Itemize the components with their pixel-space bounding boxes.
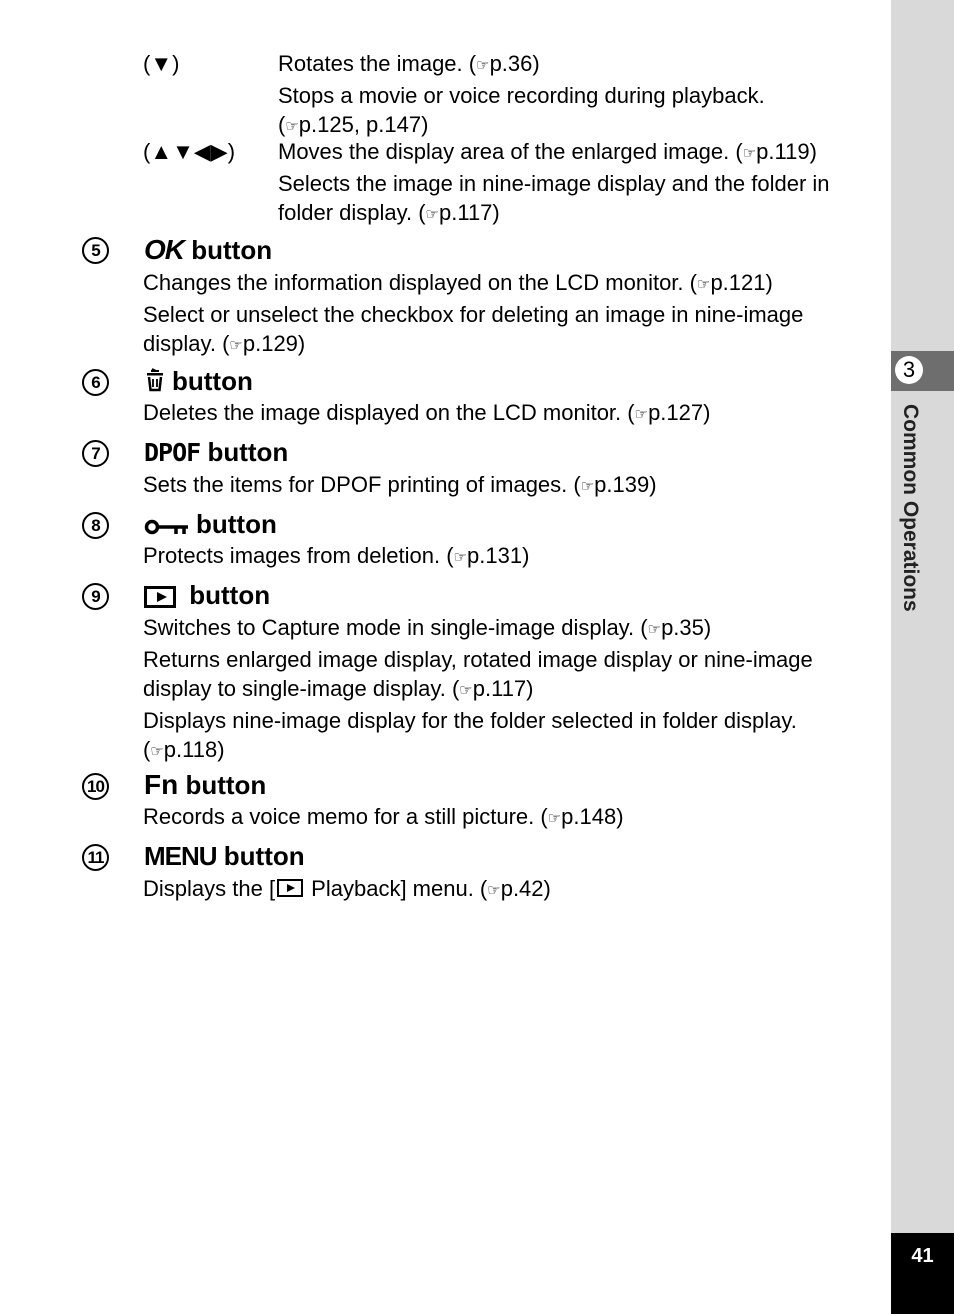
section-heading xyxy=(144,235,272,265)
section-number: 11 xyxy=(82,844,109,871)
description-line: (☞p.125, p.147) xyxy=(278,112,429,137)
page-number: 41 xyxy=(891,1233,954,1314)
chapter-title: Common Operations xyxy=(899,404,922,612)
section-number: 6 xyxy=(82,369,109,396)
reference-icon: ☞ xyxy=(476,57,490,74)
section-heading xyxy=(144,437,288,468)
description-line: Switches to Capture mode in single-image display. (☞p.35) xyxy=(143,615,712,640)
chapter-number: 3 xyxy=(895,356,923,384)
reference-icon: ☞ xyxy=(487,882,501,899)
section-body xyxy=(143,268,873,361)
section-body xyxy=(143,802,873,834)
description-line: Records a voice memo for a still picture. (☞p.148) xyxy=(143,804,624,829)
reference-icon: ☞ xyxy=(150,743,164,760)
reference-icon: ☞ xyxy=(696,276,711,293)
description-line: Deletes the image displayed on the LCD monitor. (☞p.127) xyxy=(143,400,711,425)
description-line: Displays nine-image display for the folder selected in folder display. xyxy=(143,707,797,733)
description-line: display. (☞p.129) xyxy=(143,331,306,356)
description-line: Stops a movie or voice recording during playback. xyxy=(278,82,765,108)
reference-icon: ☞ xyxy=(459,682,473,699)
reference-icon: ☞ xyxy=(453,549,468,566)
section-body xyxy=(143,613,873,767)
description-line: Moves the display area of the enlarged image. (☞p.119) xyxy=(278,139,817,164)
reference-icon: ☞ xyxy=(547,810,562,827)
section-number: 5 xyxy=(82,237,109,264)
section-heading xyxy=(144,366,253,398)
section-label: button xyxy=(191,235,273,265)
menu-symbol: MENU xyxy=(144,841,217,871)
section-number: 7 xyxy=(82,440,109,467)
section-body xyxy=(143,874,873,906)
section-body xyxy=(143,398,873,430)
reference-icon: ☞ xyxy=(634,406,649,423)
section-heading xyxy=(144,580,270,610)
section-number: 8 xyxy=(82,512,109,539)
section-label: button xyxy=(223,841,305,871)
section-heading xyxy=(144,770,266,800)
description-line: Selects the image in nine-image display and the folder in xyxy=(278,170,830,196)
reference-icon: ☞ xyxy=(742,145,757,162)
trash-icon xyxy=(144,368,166,398)
section-label: button xyxy=(172,366,253,396)
section-label: button xyxy=(207,437,289,467)
dpof-symbol: DPOF xyxy=(144,438,201,467)
section-heading xyxy=(144,509,277,541)
description-line: Protects images from deletion. (☞p.131) xyxy=(143,543,530,568)
section-number: 9 xyxy=(82,583,109,610)
reference-icon: ☞ xyxy=(580,478,595,495)
reference-icon: ☞ xyxy=(425,206,439,223)
description-line: Changes the information displayed on the LCD monitor. (☞p.121) xyxy=(143,270,773,295)
description-line: Rotates the image. (☞p.36) xyxy=(278,51,540,76)
description-line: folder display. (☞p.117) xyxy=(278,200,500,225)
reference-icon: ☞ xyxy=(647,621,662,638)
description-line: Sets the items for DPOF printing of images. (☞p.139) xyxy=(143,472,657,497)
section-body xyxy=(143,541,873,573)
key-down-description xyxy=(278,49,878,142)
description-line: Select or unselect the checkbox for deleting an image in nine-image xyxy=(143,301,804,327)
playback-icon xyxy=(277,879,303,897)
key-down: (▼) xyxy=(143,51,180,76)
description-line: Displays the [ Playback] menu. (☞p.42) xyxy=(143,876,551,901)
section-label: button xyxy=(185,770,267,800)
ok-symbol: OK xyxy=(144,234,184,265)
description-line: (☞p.118) xyxy=(143,737,225,762)
description-line: Returns enlarged image display, rotated image display or nine-image xyxy=(143,646,813,672)
playback-icon xyxy=(144,586,176,608)
section-label: button xyxy=(196,509,277,539)
chapter-sidebar xyxy=(891,0,954,1314)
key-four-way: (▲▼◀▶) xyxy=(143,139,236,164)
key-icon xyxy=(144,511,190,541)
key-four-way-description xyxy=(278,137,878,230)
section-number: 10 xyxy=(82,773,109,800)
reference-icon: ☞ xyxy=(285,118,299,135)
section-label: button xyxy=(189,580,271,610)
section-heading xyxy=(144,841,305,871)
section-body xyxy=(143,470,873,502)
reference-icon: ☞ xyxy=(229,337,243,354)
fn-symbol: Fn xyxy=(144,769,179,800)
description-line: display to single-image display. (☞p.117) xyxy=(143,676,534,701)
